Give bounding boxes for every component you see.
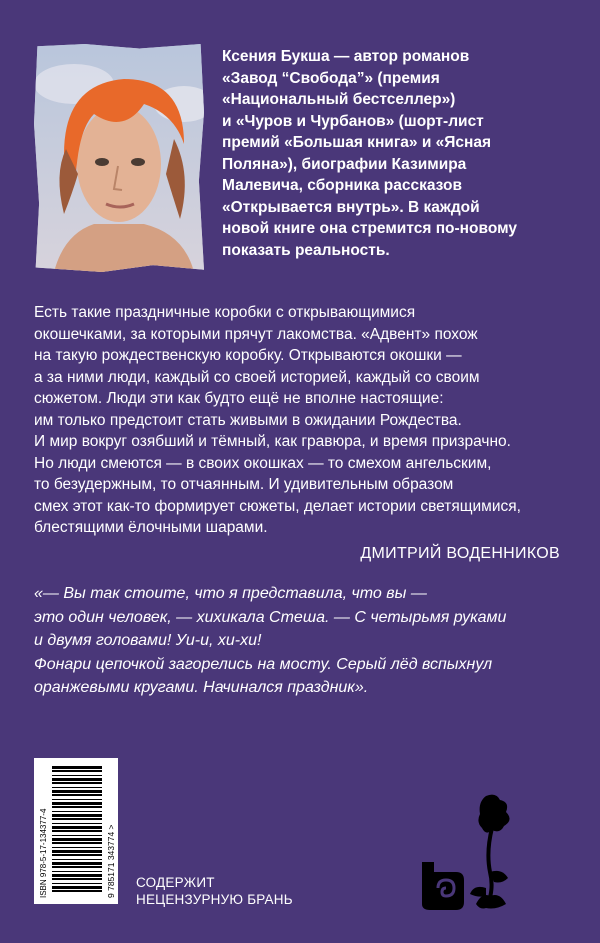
quote-line: «— Вы так стоите, что я представила, что вы — <box>34 585 427 602</box>
book-annotation <box>34 302 574 539</box>
barcode-bar <box>52 838 102 841</box>
quote-line: Фонари цепочкой загорелись на мосту. Серый лёд вспыхнул <box>34 655 493 673</box>
author-bio-line: и «Чуров и Чурбанов» (шорт-лист <box>222 112 484 130</box>
barcode-bar <box>52 823 102 824</box>
annotation-line: то безудержным, то отчаянным. И удивительным образом <box>34 476 454 493</box>
barcode-bar <box>52 854 102 856</box>
author-bio-line: Малевича, сборника рассказов <box>222 177 462 194</box>
barcode-bar <box>52 862 102 865</box>
author-bio-line: новой книге она стремится по-новому <box>222 220 517 237</box>
author-bio-line: Поляна»), биографии Казимира <box>222 155 467 173</box>
barcode-bar <box>52 850 102 853</box>
barcode-bar <box>52 802 102 805</box>
author-bio <box>222 46 582 261</box>
barcode-bar <box>52 770 102 772</box>
author-bio-line: «Национальный бестселлер») <box>222 91 456 108</box>
quote-line: это один человек, — хихикала Стеша. — С четырьмя руками <box>34 608 507 626</box>
barcode-bar <box>52 775 102 776</box>
quote-line: оранжевыми кругами. Начинался праздник». <box>34 679 369 696</box>
author-bio-line: показать реальность. <box>222 241 390 259</box>
barcode-bar <box>52 787 102 788</box>
warning-line: СОДЕРЖИТ <box>136 875 215 890</box>
barcode-bar <box>52 766 102 769</box>
annotation-line: им только предстоит стать живыми в ожидании Рождества. <box>34 411 462 429</box>
reviewer-name: ДМИТРИЙ ВОДЕННИКОВ <box>360 545 560 562</box>
annotation-line: на такую рождественскую коробку. Открываются окошки — <box>34 347 462 364</box>
annotation-line: сюжетом. Люди эти как будто ещё не вполне настоящие: <box>34 390 444 407</box>
barcode-bar <box>52 835 102 836</box>
barcode-bar <box>52 811 102 812</box>
annotation-line: окошечками, за которыми прячут лакомства. «Адвент» похож <box>34 325 478 343</box>
author-bio-line: Ксения Букша — автор романов <box>222 48 470 65</box>
barcode-bar <box>52 782 102 784</box>
warning-line: НЕЦЕНЗУРНУЮ БРАНЬ <box>136 892 293 907</box>
barcode-bar <box>52 883 102 884</box>
author-photo <box>34 44 204 272</box>
barcode-bar <box>52 859 102 860</box>
barcode-bar <box>52 886 102 889</box>
barcode-bar <box>52 794 102 796</box>
author-bio-line: премий «Большая книга» и «Ясная <box>222 134 492 151</box>
annotation-line: а за ними люди, каждый со своей историей, каждый со своим <box>34 368 480 386</box>
annotation-line: блестящими ёлочными шарами. <box>34 519 268 536</box>
quote-line: и двумя головами! Уи-и, хи-хи! <box>34 632 262 649</box>
barcode-bar <box>52 799 102 800</box>
barcode-bar <box>52 866 102 868</box>
isbn-text: ISBN 978-5-17-134377-4 <box>39 808 48 898</box>
annotation-line: И мир вокруг озябший и тёмный, как гравюра, и время призрачно. <box>34 433 511 450</box>
barcode-bar <box>52 818 102 820</box>
barcode-bar <box>52 890 102 892</box>
annotation-line: Есть такие праздничные коробки с открывающимися <box>34 304 416 321</box>
annotation-line: смех этот как-то формирует сюжеты, делает истории светящимися, <box>34 497 521 515</box>
book-quote <box>34 582 574 700</box>
barcode-bar <box>52 826 102 829</box>
author-bio-line: «Завод “Свобода”» (премия <box>222 69 440 87</box>
barcode-digits: 9 785171 343774 > <box>106 824 116 898</box>
barcode-bar <box>52 878 102 880</box>
barcode-bar <box>52 847 102 848</box>
author-bio-line: «Открывается внутрь». В каждой <box>222 198 480 216</box>
barcode-graphic <box>34 758 118 904</box>
barcode-bar <box>52 871 102 872</box>
isbn-barcode <box>34 758 118 904</box>
barcode-bar <box>52 778 102 781</box>
publisher-logo-icon <box>416 792 516 912</box>
barcode-bar <box>52 842 102 844</box>
barcode-bar <box>52 790 102 793</box>
barcode-bar <box>52 830 102 832</box>
barcode-bar <box>52 806 102 808</box>
annotation-line: Но люди смеются — в своих окошках — то смехом ангельским, <box>34 454 492 472</box>
barcode-bar <box>52 874 102 877</box>
content-warning <box>136 874 293 908</box>
barcode-bar <box>52 814 102 817</box>
